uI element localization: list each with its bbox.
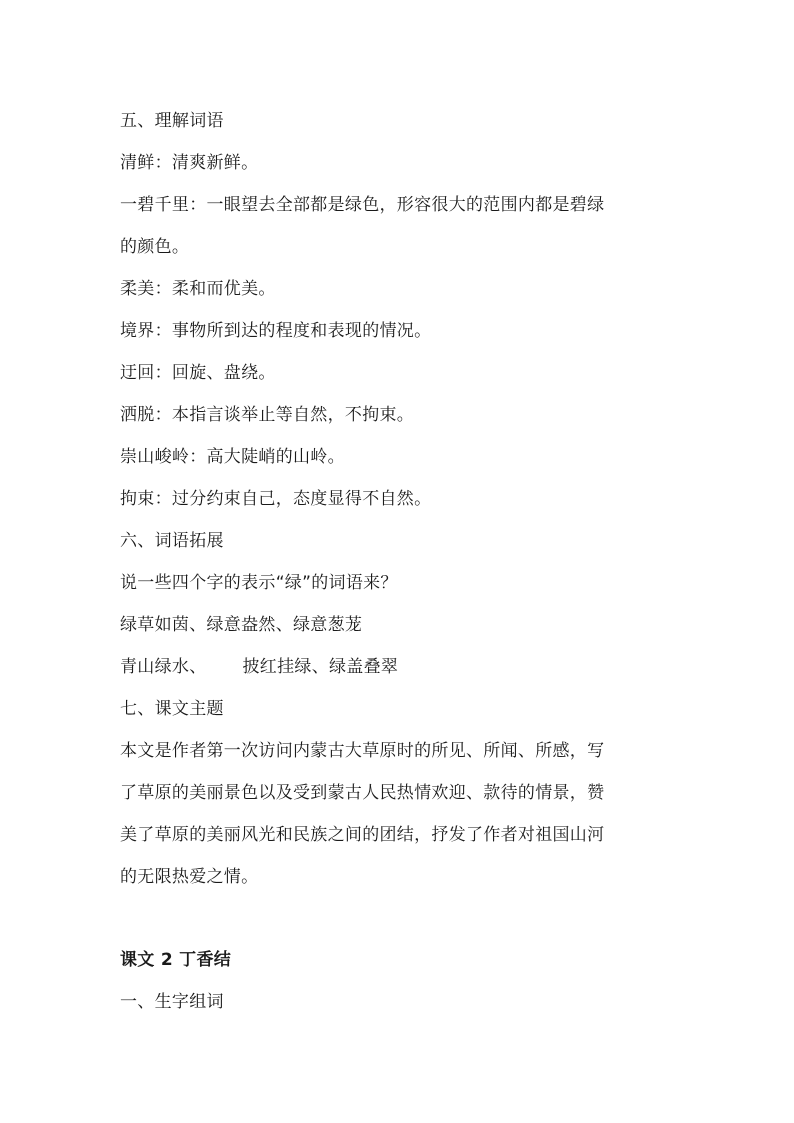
expansion-words-row: 绿草如茵、绿意盎然、绿意葱茏 bbox=[120, 615, 363, 635]
expansion-words-row bbox=[120, 646, 680, 688]
definition-line: 拘束：过分约束自己，态度显得不自然。 bbox=[120, 489, 432, 509]
blank-line bbox=[120, 898, 680, 939]
theme-paragraph-line: 美了草原的美丽风光和民族之间的团结，抒发了作者对祖国山河 bbox=[120, 825, 605, 845]
section-heading-word-expansion: 六、词语拓展 bbox=[120, 531, 224, 551]
definition-line: 境界：事物所到达的程度和表现的情况。 bbox=[120, 321, 432, 341]
section-heading-character-words: 一、生字组词 bbox=[120, 992, 224, 1012]
definition-line: 崇山峻岭：高大陡峭的山岭。 bbox=[120, 447, 345, 467]
expansion-question: 说一些四个字的表示“绿”的词语来？ bbox=[120, 573, 398, 593]
lesson-title: 课文 2 丁香结 bbox=[120, 950, 232, 970]
definition-line: 的颜色。 bbox=[120, 237, 190, 257]
definition-line: 清鲜：清爽新鲜。 bbox=[120, 153, 259, 173]
theme-paragraph-line: 了草原的美丽景色以及受到蒙古人民热情欢迎、款待的情景，赞 bbox=[120, 783, 605, 803]
section-heading-understand-words: 五、理解词语 bbox=[120, 111, 224, 131]
theme-paragraph-line: 的无限热爱之情。 bbox=[120, 867, 259, 887]
definition-line: 一碧千里：一眼望去全部都是绿色，形容很大的范围内都是碧绿 bbox=[120, 195, 605, 215]
definition-line: 洒脱：本指言谈举止等自然，不拘束。 bbox=[120, 405, 415, 425]
theme-paragraph-line: 本文是作者第一次访问内蒙古大草原时的所见、所闻、所感，写 bbox=[120, 741, 605, 761]
section-heading-theme: 七、课文主题 bbox=[120, 699, 224, 719]
definition-line: 柔美：柔和而优美。 bbox=[120, 279, 276, 299]
expansion-word-group: 披红挂绿、绿盖叠翠 bbox=[242, 657, 399, 677]
expansion-word-group: 青山绿水、 bbox=[120, 657, 207, 677]
definition-line: 迂回：回旋、盘绕。 bbox=[120, 363, 276, 383]
document-page bbox=[120, 100, 680, 1023]
